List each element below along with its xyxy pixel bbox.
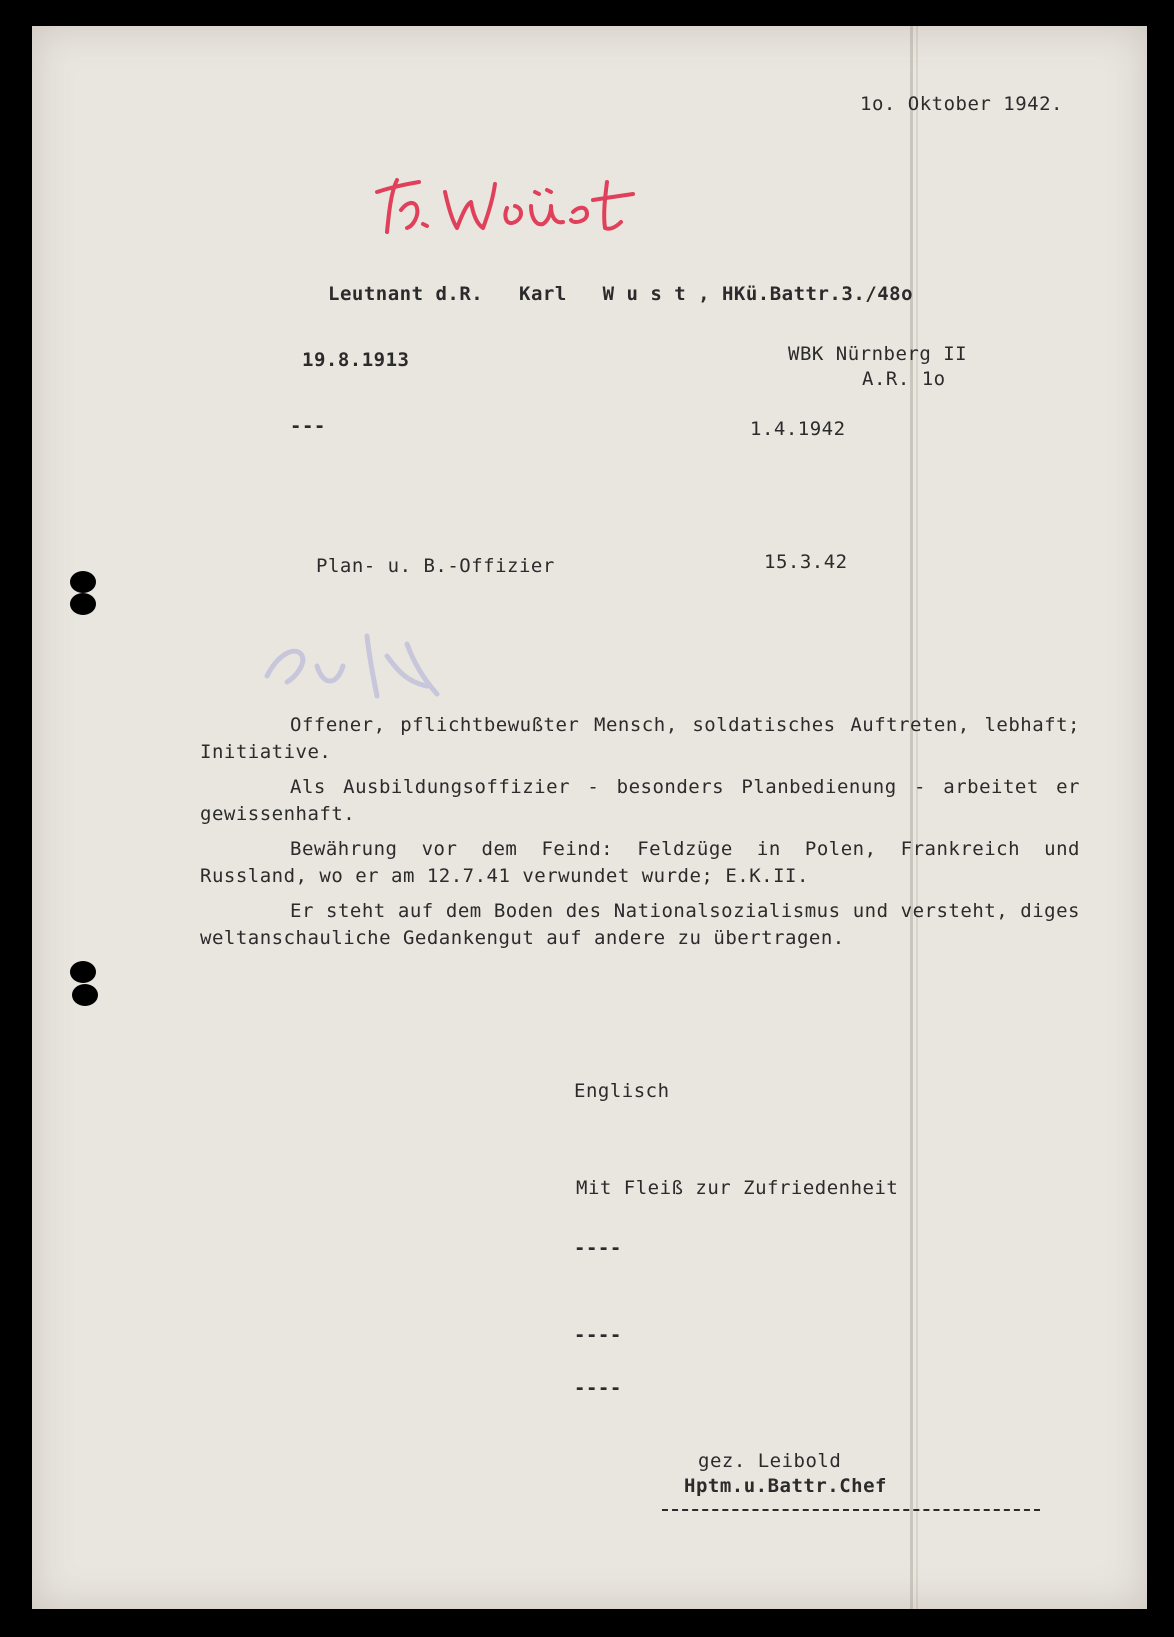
- entry-date-1: 1.4.1942: [750, 418, 846, 440]
- handwritten-name-signature: [367, 162, 647, 242]
- evaluation-paragraph-2: Als Ausbildungsoffizier - besonders Planbedienung - arbeitet er gewissenhaft.: [200, 776, 1080, 825]
- signature-line: [662, 1509, 1040, 1511]
- position-title: Plan- u. B.-Offizier: [316, 555, 555, 577]
- signer-title: Hptm.u.Battr.Chef: [684, 1475, 887, 1497]
- punch-hole-upper-b: [70, 593, 96, 615]
- officer-header-line: Leutnant d.R. Karl W u s t , HKü.Battr.3./48o: [328, 283, 914, 305]
- entry-date-2: 15.3.42: [764, 551, 848, 573]
- dash-entry-3: ----: [574, 1324, 622, 1346]
- language-skill: Englisch: [574, 1080, 670, 1102]
- faint-stamp-mark: [257, 626, 457, 701]
- dash-entry-2: ----: [574, 1237, 622, 1259]
- document-page: [32, 26, 1147, 1609]
- assessment-result: Mit Fleiß zur Zufriedenheit: [576, 1177, 899, 1199]
- wbk-line-1: WBK Nürnberg II: [788, 343, 968, 365]
- punch-hole-lower-a: [70, 961, 96, 983]
- document-date: 1o. Oktober 1942.: [860, 93, 1063, 115]
- signed-by: gez. Leibold: [698, 1450, 842, 1472]
- evaluation-paragraph-1: Offener, pflichtbewußter Mensch, soldatisches Auftreten, lebhaft; Initiative.: [200, 714, 1080, 763]
- punch-hole-upper-a: [70, 571, 96, 593]
- punch-hole-lower-b: [72, 984, 98, 1006]
- birth-date: 19.8.1913: [302, 349, 410, 371]
- dash-entry-4: ----: [574, 1377, 622, 1399]
- evaluation-paragraph-3: Bewährung vor dem Feind: Feldzüge in Polen, Frankreich und Russland, wo er am 12.7.41 verwundet wurde; E.K.II.: [200, 838, 1080, 887]
- evaluation-text: [200, 712, 1080, 960]
- dash-entry-1: ---: [290, 415, 326, 437]
- wbk-line-2: A.R. 1o: [862, 368, 946, 390]
- evaluation-paragraph-4: Er steht auf dem Boden des Nationalsozialismus und versteht, diges weltanschauliche Gedankengut auf andere zu übertragen.: [200, 900, 1080, 949]
